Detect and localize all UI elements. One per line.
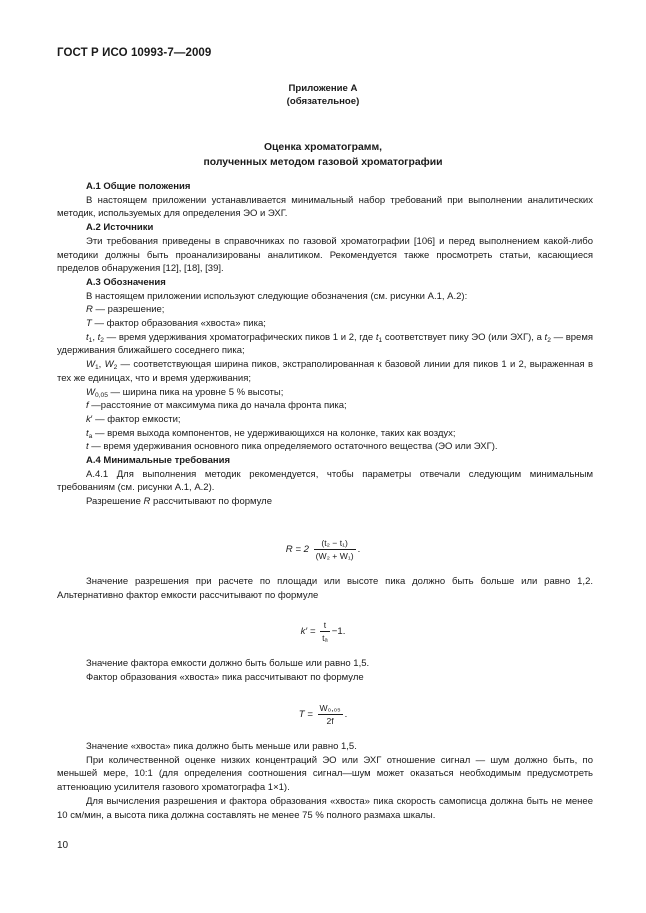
page-number: 10 bbox=[57, 840, 69, 851]
definition-w005: $W_{0,05}$ — ширина пика на уровне 5 % высоты; bbox=[86, 386, 284, 399]
document-header: ГОСТ Р ИСО 10993-7—2009 bbox=[57, 47, 212, 59]
body-block-2 bbox=[57, 575, 593, 602]
section-heading-a4: А.4 Минимальные требования bbox=[86, 455, 230, 467]
document-title-line1: Оценка хроматограмм, bbox=[263, 142, 383, 153]
section-heading-a2: А.2 Источники bbox=[86, 222, 154, 234]
definition-t-main: t — время удерживания основного пика определяемого остаточного вещества (ЭО или ЭХГ). bbox=[86, 441, 498, 453]
body-block-3 bbox=[57, 657, 593, 684]
formula-tailing-factor: T = $\frac{\text{W₀,₀₅}}{2f}$ . bbox=[298, 703, 348, 726]
section-a2-text: Эти требования приведены в справочниках по газовой хроматографии [106] и перед выполнением какой-либо методики должны быть проанализированы аналитиком. Рекомендуется также просмотреть статьи, касающиеся пределов обнаружения [12], [18], [39]. bbox=[57, 235, 593, 275]
formula-resolution: R = 2 $\frac{\text{(t₂ − t₁)}}{\text{(W₂ + W₁)}}$ . bbox=[285, 538, 361, 561]
definition-f: f —расстояние от максимума пика до начала фронта пика; bbox=[86, 400, 347, 412]
section-a4-p1: А.4.1 Для выполнения методик рекомендуется, чтобы параметры отвечали следующим минимальным требованиям (см. рисунки А.1, А.2). bbox=[57, 468, 593, 494]
section-heading-a3: А.3 Обозначения bbox=[86, 276, 166, 288]
section-a3-intro: В настоящем приложении используют следующие обозначения (см. рисунки А.1, А.2): bbox=[86, 290, 468, 302]
annex-status: (обязательное) bbox=[286, 96, 360, 107]
section-a4-p8: Для вычисления разрешения и фактора образования «хвоста» пика скорость самописца должна быть не менее 10 см/мин, а высота пика должна составлять не менее 75 % полного размаха шкалы. bbox=[57, 795, 593, 821]
definition-t: T — фактор образования «хвоста» пика; bbox=[86, 318, 266, 330]
section-heading-a1: А.1 Общие положения bbox=[86, 181, 191, 192]
fraction-tailing-factor: $\frac{\text{W₀,₀₅}}{2f}$ bbox=[319, 703, 341, 726]
body-block-4 bbox=[57, 740, 593, 822]
fraction-capacity-factor: $\frac{t}{\text{tₐ}}$ bbox=[322, 620, 328, 643]
document-title-line2: полученных методом газовой хроматографии bbox=[203, 157, 443, 168]
definition-k: k′ — фактор емкости; bbox=[86, 413, 181, 425]
definition-t1-t2: $t_1$, $t_2$ — время удерживания хроматографических пиков 1 и 2, где $t_1$ соответствует пику ЭО (или ЭХГ), а $t_2$ — время удерживания ближайшего соседнего пика; bbox=[57, 331, 594, 357]
definition-ta: $t_a$ — время выхода компонентов, не удерживающихся на колонке, таких как воздух; bbox=[86, 427, 456, 440]
fraction-resolution: $\frac{\text{(t₂ − t₁)}}{\text{(W₂ + W₁)}}$ bbox=[315, 538, 354, 561]
section-a4-p4: Значение фактора емкости должно быть больше или равно 1,5. bbox=[86, 658, 370, 669]
body-block-1 bbox=[57, 180, 593, 509]
section-a4-p7: При количественной оценке низких концентраций ЭО или ЭХГ отношение сигнал — шум должно быть, по меньшей мере, 10:1 (для определения соотношения сигнал—шум может оказаться необходимым предусмотреть аттенюацию усилителя газового хроматографа 1×1). bbox=[57, 754, 593, 794]
section-a1-text: В настоящем приложении устанавливается минимальный набор требований при выполнении аналитических методик, используемых для определения ЭО и ЭХГ. bbox=[57, 194, 593, 220]
section-a4-p2: Разрешение R рассчитывают по формуле bbox=[86, 496, 273, 508]
formula-capacity-factor: k′ = $\frac{t}{\text{tₐ}}$ −1. bbox=[300, 620, 346, 643]
section-a4-p6: Значение «хвоста» пика должно быть меньше или равно 1,5. bbox=[86, 741, 357, 752]
annex-title: Приложение А bbox=[288, 83, 358, 94]
section-a4-p5: Фактор образования «хвоста» пика рассчитывают по формуле bbox=[86, 671, 364, 683]
definition-w1-w2: $W_1$, $W_2$ — соответствующая ширина пиков, экстраполированная к базовой линии для пиков 1 и 2, выраженная в тех же единицах, что и время удерживания; bbox=[57, 359, 594, 384]
definition-r: R — разрешение; bbox=[86, 304, 165, 316]
section-a4-p3: Значение разрешения при расчете по площади или высоте пика должно быть больше или равно 1,2. Альтернативно фактор емкости рассчитывают по формуле bbox=[57, 576, 593, 601]
